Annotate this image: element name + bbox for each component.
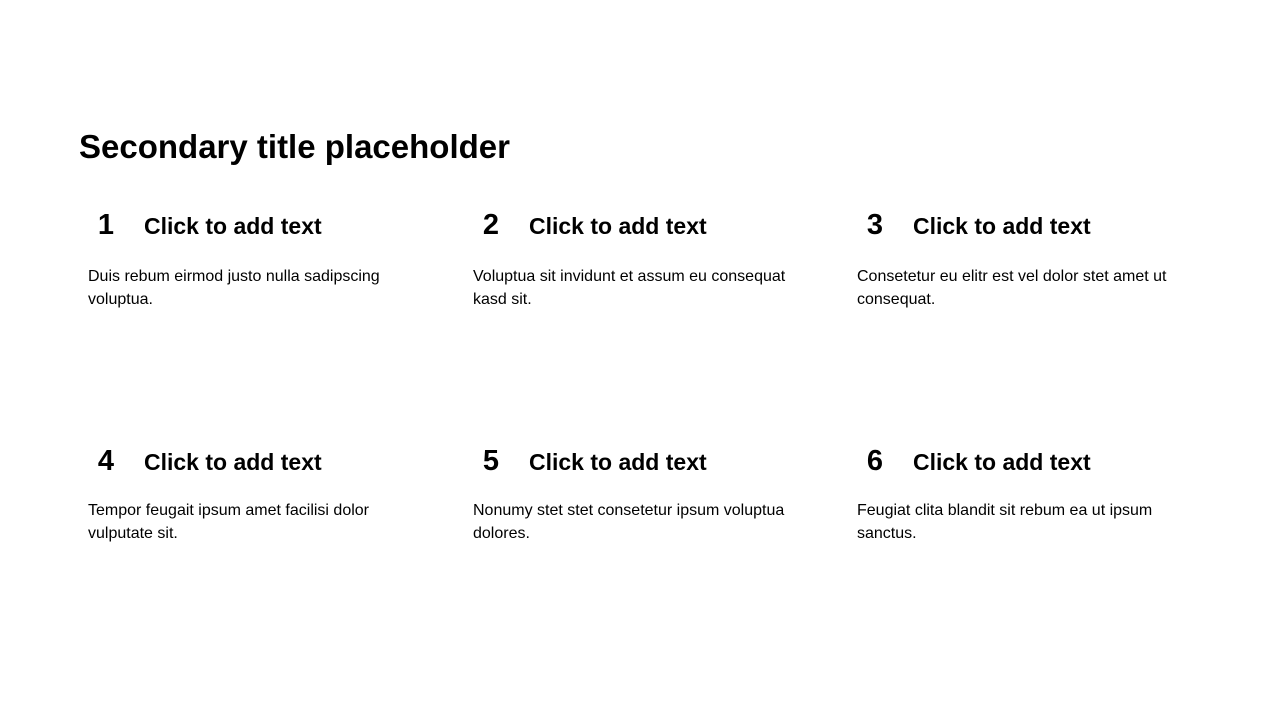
- item-heading-placeholder[interactable]: Click to add text: [529, 213, 707, 239]
- slide-title[interactable]: Secondary title placeholder: [79, 128, 510, 165]
- item-heading-placeholder[interactable]: Click to add text: [144, 213, 322, 239]
- item-description[interactable]: Voluptua sit invidunt et assum eu consequat kasd sit.: [473, 268, 786, 308]
- item-description[interactable]: Tempor feugait ipsum amet facilisi dolor vulputate sit.: [88, 502, 370, 542]
- item-heading-placeholder[interactable]: Click to add text: [144, 449, 322, 475]
- item-number: 6: [866, 445, 884, 477]
- item-number: 5: [482, 445, 500, 477]
- item-description[interactable]: Duis rebum eirmod justo nulla sadipscing voluptua.: [88, 268, 380, 308]
- item-heading-placeholder[interactable]: Click to add text: [913, 449, 1091, 475]
- item-description[interactable]: Consetetur eu elitr est vel dolor stet amet ut consequat.: [857, 268, 1167, 308]
- item-heading-placeholder[interactable]: Click to add text: [913, 213, 1091, 239]
- item-description[interactable]: Nonumy stet stet consetetur ipsum voluptua dolores.: [473, 502, 785, 542]
- item-heading-placeholder[interactable]: Click to add text: [529, 449, 707, 475]
- item-number: 1: [97, 209, 115, 241]
- item-description[interactable]: Feugiat clita blandit sit rebum ea ut ipsum sanctus.: [857, 502, 1153, 542]
- item-number: 2: [482, 209, 500, 241]
- item-number: 4: [97, 445, 115, 477]
- item-number: 3: [866, 209, 884, 241]
